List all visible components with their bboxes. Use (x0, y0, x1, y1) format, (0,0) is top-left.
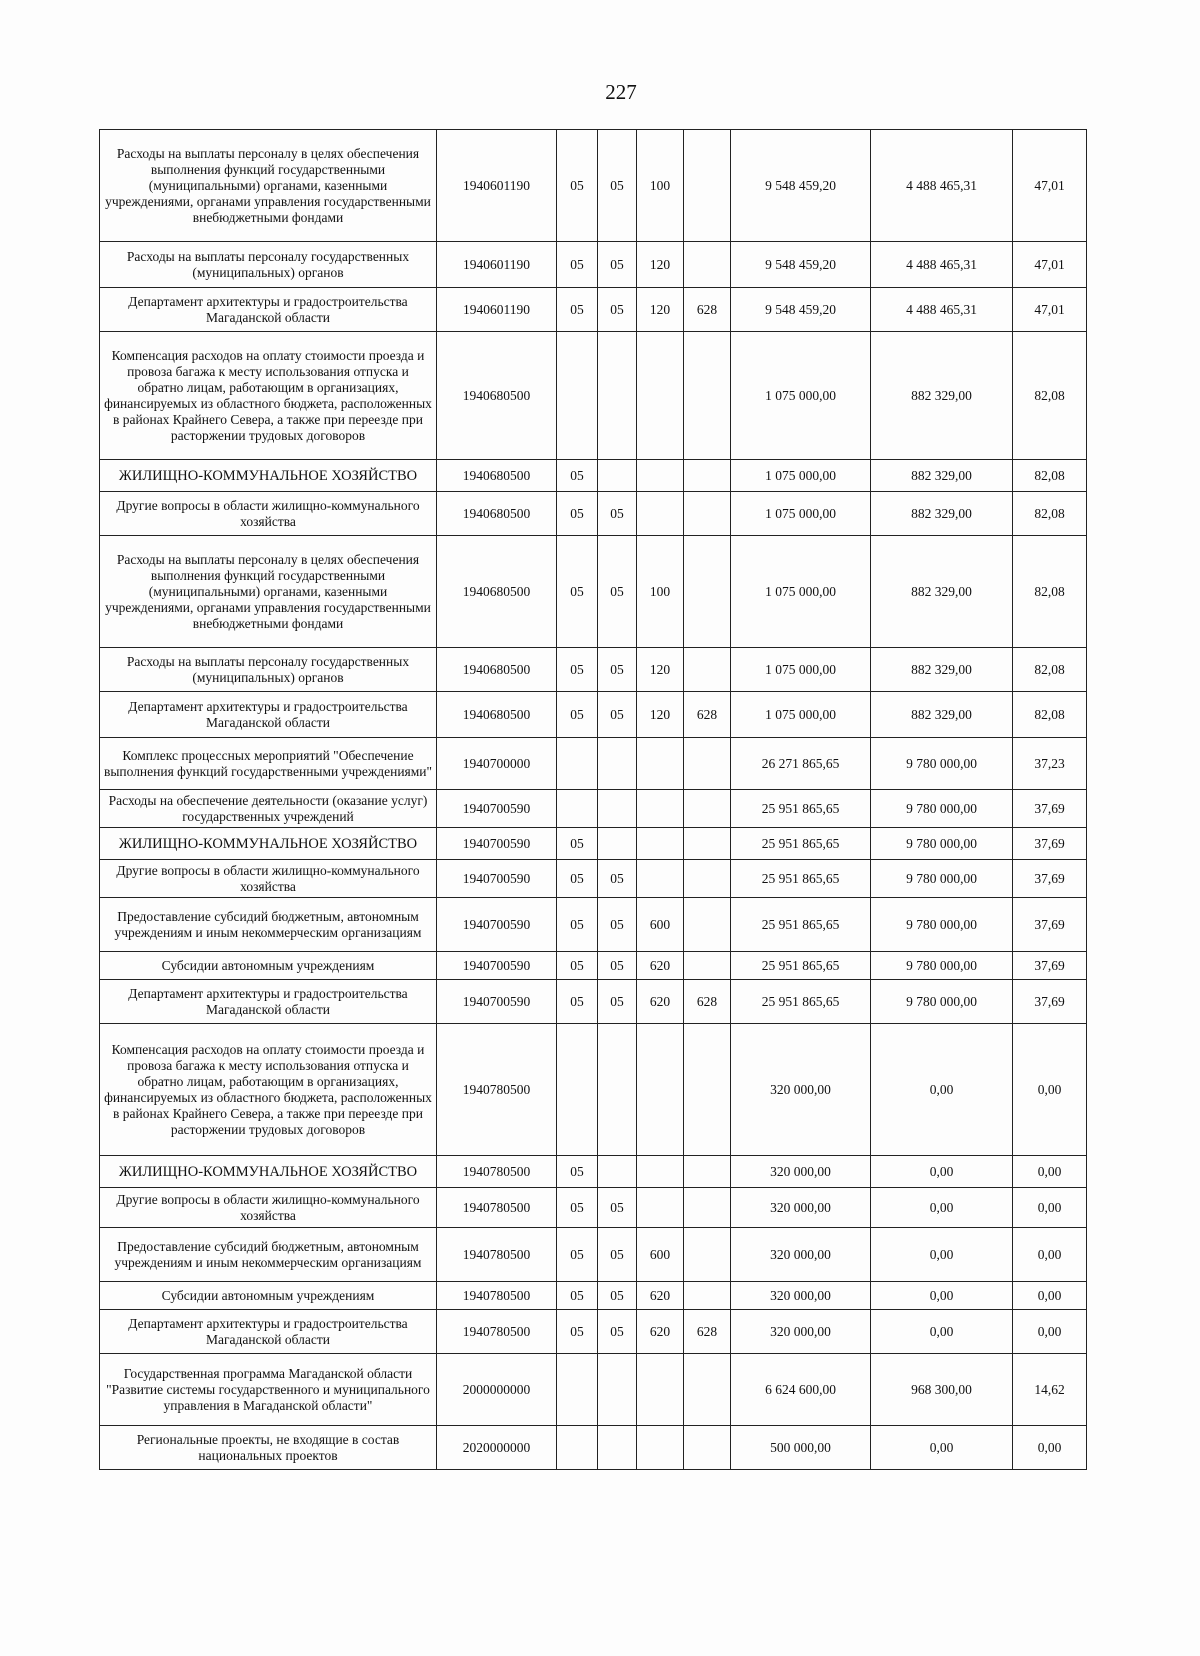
execution-percent-cell: 37,69 (1013, 790, 1087, 828)
subsection-cell (598, 1024, 637, 1156)
table-row (100, 860, 1087, 898)
target-article-cell: 1940700590 (437, 790, 557, 828)
table-body (100, 130, 1087, 1470)
expense-type-cell: 600 (637, 898, 684, 952)
approved-amount-cell: 320 000,00 (731, 1310, 871, 1354)
approved-amount-cell: 320 000,00 (731, 1282, 871, 1310)
subsection-cell: 05 (598, 288, 637, 332)
row-name-cell: Компенсация расходов на оплату стоимости проезда и провоза багажа к месту использования отпуска и обратно лицам, работающим в организациях, финансируемых из областного бюджета, расположенных в районах Крайнего Севера, а также при переезде при расторжении трудовых договоров (100, 332, 437, 460)
chief-administrator-cell (684, 1426, 731, 1470)
table-row (100, 1188, 1087, 1228)
chief-administrator-cell: 628 (684, 692, 731, 738)
approved-amount-cell: 25 951 865,65 (731, 828, 871, 860)
table-row (100, 492, 1087, 536)
expense-type-cell: 100 (637, 130, 684, 242)
table-row (100, 1156, 1087, 1188)
expense-type-cell: 620 (637, 980, 684, 1024)
target-article-cell: 1940700590 (437, 860, 557, 898)
execution-percent-cell: 0,00 (1013, 1156, 1087, 1188)
execution-percent-cell: 82,08 (1013, 648, 1087, 692)
executed-amount-cell: 9 780 000,00 (871, 952, 1013, 980)
subsection-cell: 05 (598, 1282, 637, 1310)
row-name-cell: Другие вопросы в области жилищно-коммунального хозяйства (100, 492, 437, 536)
target-article-cell: 1940680500 (437, 492, 557, 536)
section-cell: 05 (557, 492, 598, 536)
expense-type-cell (637, 790, 684, 828)
section-cell: 05 (557, 460, 598, 492)
chief-administrator-cell (684, 648, 731, 692)
expense-type-cell (637, 460, 684, 492)
target-article-cell: 2020000000 (437, 1426, 557, 1470)
table-row (100, 828, 1087, 860)
row-name-cell: Другие вопросы в области жилищно-коммунального хозяйства (100, 860, 437, 898)
row-name-cell: Компенсация расходов на оплату стоимости проезда и провоза багажа к месту использования отпуска и обратно лицам, работающим в организациях, финансируемых из областного бюджета, расположенных в районах Крайнего Севера, а также при переезде при расторжении трудовых договоров (100, 1024, 437, 1156)
row-name-cell: Расходы на выплаты персоналу государственных (муниципальных) органов (100, 242, 437, 288)
section-cell: 05 (557, 1310, 598, 1354)
subsection-cell: 05 (598, 1228, 637, 1282)
execution-percent-cell: 0,00 (1013, 1024, 1087, 1156)
chief-administrator-cell (684, 898, 731, 952)
executed-amount-cell: 9 780 000,00 (871, 790, 1013, 828)
subsection-cell: 05 (598, 692, 637, 738)
expense-type-cell (637, 332, 684, 460)
expense-type-cell (637, 1156, 684, 1188)
executed-amount-cell: 0,00 (871, 1282, 1013, 1310)
subsection-cell (598, 828, 637, 860)
expense-type-cell: 600 (637, 1228, 684, 1282)
execution-percent-cell: 0,00 (1013, 1310, 1087, 1354)
section-cell: 05 (557, 952, 598, 980)
table-row (100, 242, 1087, 288)
section-cell: 05 (557, 536, 598, 648)
executed-amount-cell: 0,00 (871, 1156, 1013, 1188)
approved-amount-cell: 6 624 600,00 (731, 1354, 871, 1426)
expense-type-cell (637, 1426, 684, 1470)
section-cell: 05 (557, 288, 598, 332)
execution-percent-cell: 37,69 (1013, 860, 1087, 898)
approved-amount-cell: 320 000,00 (731, 1156, 871, 1188)
target-article-cell: 1940780500 (437, 1282, 557, 1310)
row-name-cell: Департамент архитектуры и градостроительства Магаданской области (100, 1310, 437, 1354)
target-article-cell: 1940780500 (437, 1024, 557, 1156)
section-cell: 05 (557, 1228, 598, 1282)
subsection-cell (598, 1354, 637, 1426)
chief-administrator-cell (684, 1228, 731, 1282)
section-cell (557, 1354, 598, 1426)
row-name-cell: Департамент архитектуры и градостроительства Магаданской области (100, 980, 437, 1024)
execution-percent-cell: 47,01 (1013, 288, 1087, 332)
row-name-cell: Расходы на выплаты персоналу в целях обеспечения выполнения функций государственными (муниципальными) органами, казенными учреждениями, органами управления государственными внебюджетными фондами (100, 536, 437, 648)
execution-percent-cell: 0,00 (1013, 1426, 1087, 1470)
chief-administrator-cell (684, 492, 731, 536)
executed-amount-cell: 0,00 (871, 1310, 1013, 1354)
approved-amount-cell: 25 951 865,65 (731, 860, 871, 898)
target-article-cell: 1940601190 (437, 288, 557, 332)
executed-amount-cell: 882 329,00 (871, 492, 1013, 536)
approved-amount-cell: 1 075 000,00 (731, 492, 871, 536)
section-cell (557, 1024, 598, 1156)
expense-type-cell (637, 1024, 684, 1156)
section-cell: 05 (557, 980, 598, 1024)
table-row (100, 130, 1087, 242)
subsection-cell: 05 (598, 492, 637, 536)
chief-administrator-cell (684, 1188, 731, 1228)
target-article-cell: 1940700590 (437, 898, 557, 952)
table-row (100, 1282, 1087, 1310)
executed-amount-cell: 882 329,00 (871, 692, 1013, 738)
expense-type-cell: 100 (637, 536, 684, 648)
table-row (100, 1426, 1087, 1470)
chief-administrator-cell (684, 460, 731, 492)
expense-type-cell (637, 828, 684, 860)
table-row (100, 1024, 1087, 1156)
executed-amount-cell: 968 300,00 (871, 1354, 1013, 1426)
execution-percent-cell: 0,00 (1013, 1228, 1087, 1282)
approved-amount-cell: 9 548 459,20 (731, 288, 871, 332)
target-article-cell: 1940601190 (437, 242, 557, 288)
executed-amount-cell: 0,00 (871, 1188, 1013, 1228)
approved-amount-cell: 320 000,00 (731, 1188, 871, 1228)
executed-amount-cell: 882 329,00 (871, 460, 1013, 492)
subsection-cell: 05 (598, 898, 637, 952)
approved-amount-cell: 1 075 000,00 (731, 692, 871, 738)
chief-administrator-cell (684, 738, 731, 790)
execution-percent-cell: 14,62 (1013, 1354, 1087, 1426)
section-cell: 05 (557, 828, 598, 860)
approved-amount-cell: 1 075 000,00 (731, 460, 871, 492)
target-article-cell: 1940680500 (437, 332, 557, 460)
budget-table (99, 129, 1087, 1470)
chief-administrator-cell (684, 1024, 731, 1156)
target-article-cell: 1940601190 (437, 130, 557, 242)
section-cell: 05 (557, 242, 598, 288)
chief-administrator-cell: 628 (684, 288, 731, 332)
row-name-cell: Предоставление субсидий бюджетным, автономным учреждениям и иным некоммерческим организациям (100, 898, 437, 952)
target-article-cell: 1940680500 (437, 692, 557, 738)
approved-amount-cell: 320 000,00 (731, 1024, 871, 1156)
execution-percent-cell: 0,00 (1013, 1282, 1087, 1310)
approved-amount-cell: 500 000,00 (731, 1426, 871, 1470)
target-article-cell: 1940780500 (437, 1310, 557, 1354)
row-name-cell: Комплекс процессных мероприятий "Обеспечение выполнения функций государственными учреждениями" (100, 738, 437, 790)
subsection-cell: 05 (598, 1188, 637, 1228)
target-article-cell: 2000000000 (437, 1354, 557, 1426)
row-name-cell: Субсидии автономным учреждениям (100, 1282, 437, 1310)
expense-type-cell: 120 (637, 692, 684, 738)
execution-percent-cell: 37,69 (1013, 952, 1087, 980)
executed-amount-cell: 4 488 465,31 (871, 288, 1013, 332)
executed-amount-cell: 882 329,00 (871, 648, 1013, 692)
subsection-cell: 05 (598, 1310, 637, 1354)
subsection-cell (598, 332, 637, 460)
table-row (100, 980, 1087, 1024)
target-article-cell: 1940700590 (437, 952, 557, 980)
expense-type-cell: 120 (637, 648, 684, 692)
subsection-cell: 05 (598, 860, 637, 898)
table-row (100, 738, 1087, 790)
subsection-cell (598, 790, 637, 828)
row-name-cell: Предоставление субсидий бюджетным, автономным учреждениям и иным некоммерческим организациям (100, 1228, 437, 1282)
approved-amount-cell: 25 951 865,65 (731, 790, 871, 828)
execution-percent-cell: 82,08 (1013, 536, 1087, 648)
execution-percent-cell: 82,08 (1013, 492, 1087, 536)
row-name-cell: ЖИЛИЩНО-КОММУНАЛЬНОЕ ХОЗЯЙСТВО (100, 460, 437, 492)
table-row (100, 898, 1087, 952)
chief-administrator-cell (684, 1354, 731, 1426)
row-name-cell: Другие вопросы в области жилищно-коммунального хозяйства (100, 1188, 437, 1228)
target-article-cell: 1940680500 (437, 536, 557, 648)
expense-type-cell (637, 492, 684, 536)
expense-type-cell: 620 (637, 1282, 684, 1310)
executed-amount-cell: 882 329,00 (871, 536, 1013, 648)
table-row (100, 952, 1087, 980)
expense-type-cell (637, 738, 684, 790)
row-name-cell: Департамент архитектуры и градостроительства Магаданской области (100, 288, 437, 332)
execution-percent-cell: 37,23 (1013, 738, 1087, 790)
row-name-cell: ЖИЛИЩНО-КОММУНАЛЬНОЕ ХОЗЯЙСТВО (100, 828, 437, 860)
section-cell: 05 (557, 898, 598, 952)
section-cell (557, 790, 598, 828)
section-cell: 05 (557, 692, 598, 738)
executed-amount-cell: 9 780 000,00 (871, 828, 1013, 860)
subsection-cell: 05 (598, 648, 637, 692)
table-row (100, 460, 1087, 492)
approved-amount-cell: 1 075 000,00 (731, 536, 871, 648)
target-article-cell: 1940780500 (437, 1228, 557, 1282)
target-article-cell: 1940700000 (437, 738, 557, 790)
table-row (100, 648, 1087, 692)
row-name-cell: Субсидии автономным учреждениям (100, 952, 437, 980)
section-cell (557, 1426, 598, 1470)
subsection-cell: 05 (598, 130, 637, 242)
execution-percent-cell: 37,69 (1013, 980, 1087, 1024)
target-article-cell: 1940700590 (437, 828, 557, 860)
section-cell: 05 (557, 1282, 598, 1310)
table-row (100, 536, 1087, 648)
executed-amount-cell: 0,00 (871, 1426, 1013, 1470)
chief-administrator-cell: 628 (684, 1310, 731, 1354)
row-name-cell: Расходы на выплаты персоналу в целях обеспечения выполнения функций государственными (муниципальными) органами, казенными учреждениями, органами управления государственными внебюджетными фондами (100, 130, 437, 242)
row-name-cell: Расходы на обеспечение деятельности (оказание услуг) государственных учреждений (100, 790, 437, 828)
target-article-cell: 1940780500 (437, 1188, 557, 1228)
expense-type-cell: 120 (637, 288, 684, 332)
execution-percent-cell: 0,00 (1013, 1188, 1087, 1228)
expense-type-cell (637, 1188, 684, 1228)
chief-administrator-cell (684, 790, 731, 828)
section-cell (557, 738, 598, 790)
row-name-cell: ЖИЛИЩНО-КОММУНАЛЬНОЕ ХОЗЯЙСТВО (100, 1156, 437, 1188)
executed-amount-cell: 4 488 465,31 (871, 130, 1013, 242)
chief-administrator-cell (684, 860, 731, 898)
expense-type-cell (637, 1354, 684, 1426)
section-cell: 05 (557, 1156, 598, 1188)
approved-amount-cell: 25 951 865,65 (731, 898, 871, 952)
chief-administrator-cell (684, 1282, 731, 1310)
section-cell (557, 332, 598, 460)
chief-administrator-cell (684, 952, 731, 980)
section-cell: 05 (557, 130, 598, 242)
executed-amount-cell: 9 780 000,00 (871, 898, 1013, 952)
execution-percent-cell: 47,01 (1013, 130, 1087, 242)
executed-amount-cell: 0,00 (871, 1024, 1013, 1156)
approved-amount-cell: 1 075 000,00 (731, 648, 871, 692)
approved-amount-cell: 320 000,00 (731, 1228, 871, 1282)
chief-administrator-cell (684, 536, 731, 648)
table-row (100, 288, 1087, 332)
chief-administrator-cell (684, 242, 731, 288)
approved-amount-cell: 9 548 459,20 (731, 130, 871, 242)
row-name-cell: Департамент архитектуры и градостроительства Магаданской области (100, 692, 437, 738)
subsection-cell (598, 738, 637, 790)
approved-amount-cell: 25 951 865,65 (731, 952, 871, 980)
approved-amount-cell: 25 951 865,65 (731, 980, 871, 1024)
expense-type-cell (637, 860, 684, 898)
executed-amount-cell: 9 780 000,00 (871, 738, 1013, 790)
section-cell: 05 (557, 860, 598, 898)
row-name-cell: Региональные проекты, не входящие в состав национальных проектов (100, 1426, 437, 1470)
row-name-cell: Расходы на выплаты персоналу государственных (муниципальных) органов (100, 648, 437, 692)
executed-amount-cell: 882 329,00 (871, 332, 1013, 460)
subsection-cell: 05 (598, 242, 637, 288)
table-row (100, 1310, 1087, 1354)
execution-percent-cell: 82,08 (1013, 332, 1087, 460)
chief-administrator-cell (684, 828, 731, 860)
executed-amount-cell: 9 780 000,00 (871, 860, 1013, 898)
execution-percent-cell: 47,01 (1013, 242, 1087, 288)
subsection-cell: 05 (598, 980, 637, 1024)
subsection-cell: 05 (598, 952, 637, 980)
table-row (100, 692, 1087, 738)
subsection-cell (598, 1156, 637, 1188)
executed-amount-cell: 4 488 465,31 (871, 242, 1013, 288)
approved-amount-cell: 9 548 459,20 (731, 242, 871, 288)
expense-type-cell: 620 (637, 1310, 684, 1354)
target-article-cell: 1940700590 (437, 980, 557, 1024)
approved-amount-cell: 1 075 000,00 (731, 332, 871, 460)
subsection-cell: 05 (598, 536, 637, 648)
table-row (100, 790, 1087, 828)
execution-percent-cell: 82,08 (1013, 460, 1087, 492)
target-article-cell: 1940780500 (437, 1156, 557, 1188)
section-cell: 05 (557, 648, 598, 692)
chief-administrator-cell: 628 (684, 980, 731, 1024)
chief-administrator-cell (684, 332, 731, 460)
subsection-cell (598, 1426, 637, 1470)
executed-amount-cell: 9 780 000,00 (871, 980, 1013, 1024)
page-number: 227 (605, 80, 637, 104)
target-article-cell: 1940680500 (437, 648, 557, 692)
expense-type-cell: 620 (637, 952, 684, 980)
execution-percent-cell: 37,69 (1013, 898, 1087, 952)
target-article-cell: 1940680500 (437, 460, 557, 492)
chief-administrator-cell (684, 1156, 731, 1188)
table-row (100, 1354, 1087, 1426)
executed-amount-cell: 0,00 (871, 1228, 1013, 1282)
execution-percent-cell: 37,69 (1013, 828, 1087, 860)
row-name-cell: Государственная программа Магаданской области "Развитие системы государственного и муниципального управления в Магаданской области" (100, 1354, 437, 1426)
section-cell: 05 (557, 1188, 598, 1228)
table-row (100, 332, 1087, 460)
expense-type-cell: 120 (637, 242, 684, 288)
execution-percent-cell: 82,08 (1013, 692, 1087, 738)
approved-amount-cell: 26 271 865,65 (731, 738, 871, 790)
table-row (100, 1228, 1087, 1282)
chief-administrator-cell (684, 130, 731, 242)
subsection-cell (598, 460, 637, 492)
